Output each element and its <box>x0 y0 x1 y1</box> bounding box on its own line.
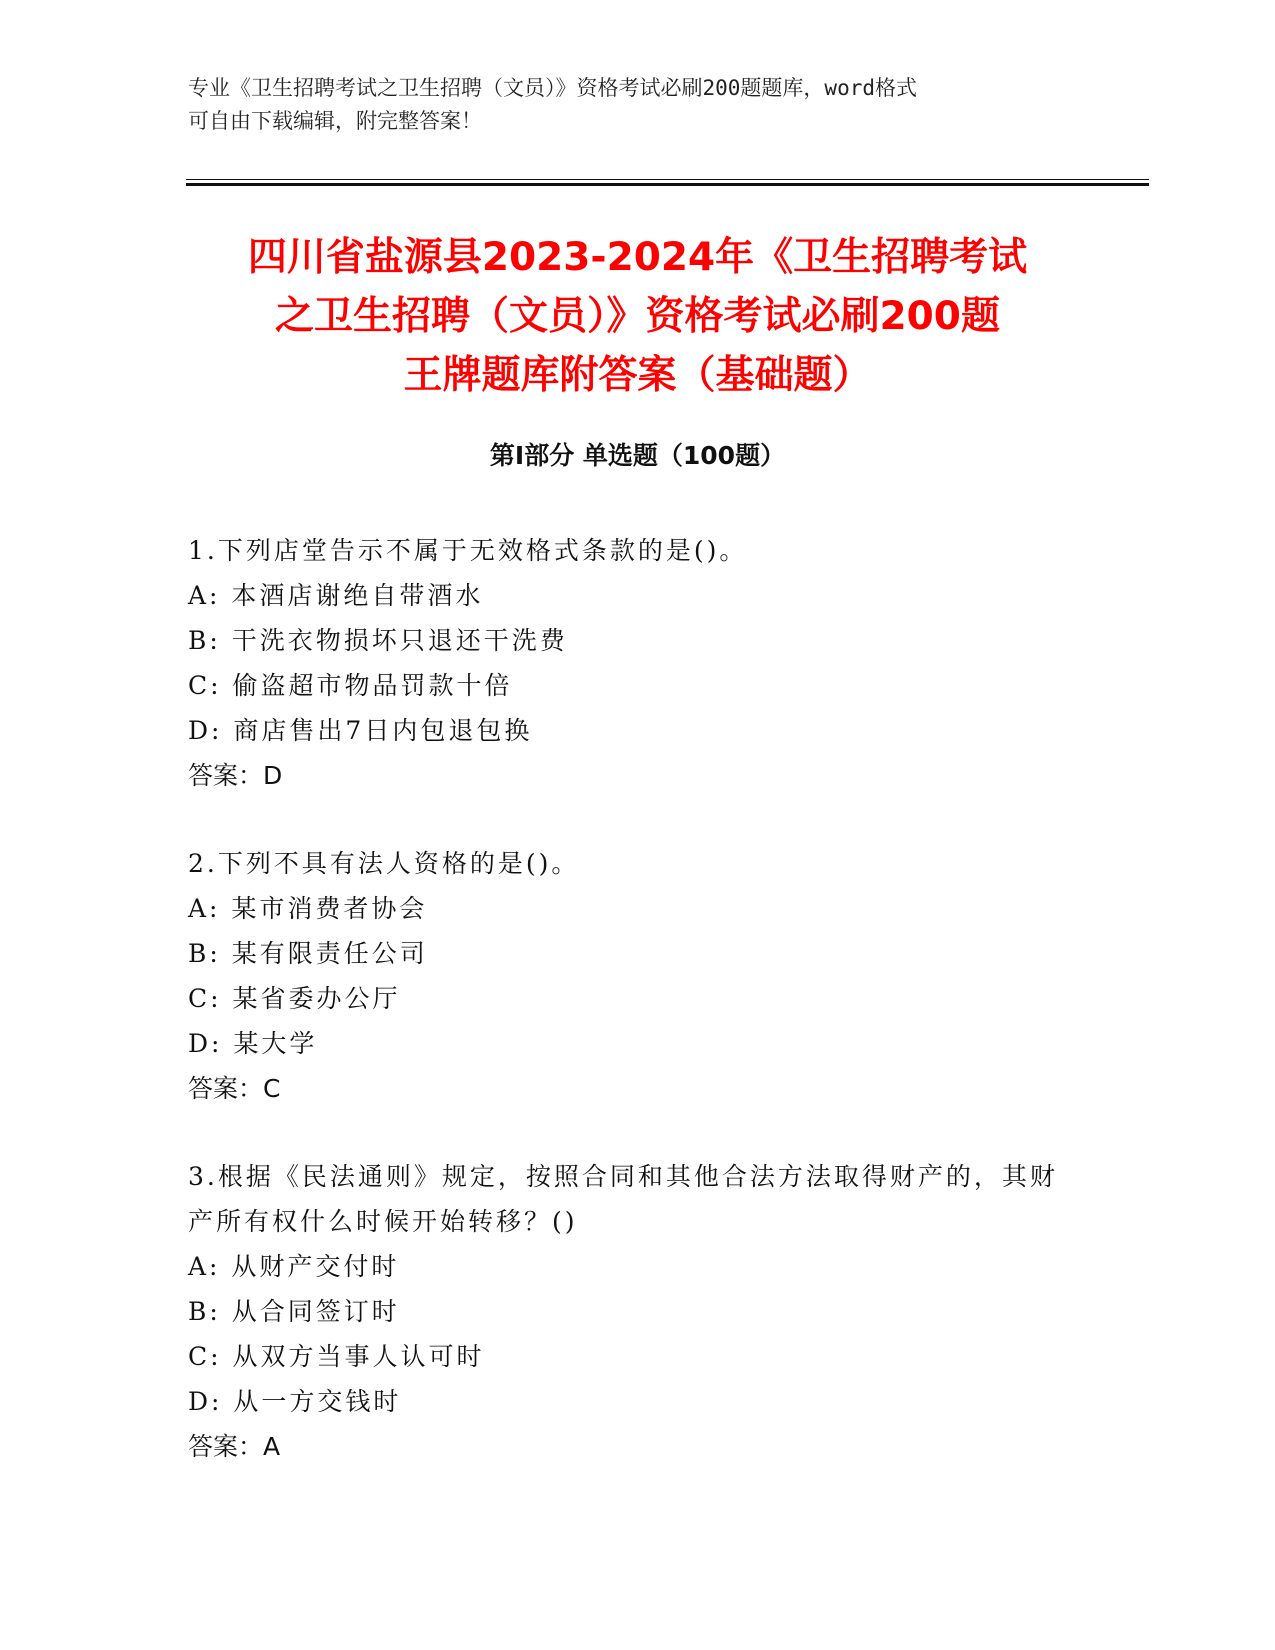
question-text: 3.根据《民法通则》规定，按照合同和其他合法方法取得财产的，其财产所有权什么时候开始转移？() <box>188 1162 1058 1236</box>
question-text: 2.下列不具有法人资格的是()。 <box>188 849 580 878</box>
option-c: C: 某省委办公厅 <box>188 984 401 1013</box>
answer: 答案：C <box>188 1074 281 1103</box>
option-c: C: 从双方当事人认可时 <box>188 1342 485 1371</box>
document-title-line-2: 之卫生招聘（文员）》资格考试必刷200题 <box>275 294 1000 339</box>
section-heading: 第Ⅰ部分 单选题（100题） <box>489 441 786 470</box>
header-divider-thick <box>186 183 1149 186</box>
question-text: 1.下列店堂告示不属于无效格式条款的是()。 <box>188 536 748 565</box>
option-d: D: 某大学 <box>188 1029 318 1058</box>
option-b: B: 干洗衣物损坏只退还干洗费 <box>188 626 568 655</box>
header-note <box>188 72 1068 138</box>
option-c: C: 偷盗超市物品罚款十倍 <box>188 671 513 700</box>
header-note-line-2: 可自由下载编辑，附完整答案！ <box>188 109 482 133</box>
header-note-line-1: 专业《卫生招聘考试之卫生招聘（文员）》资格考试必刷200题题库，word格式 <box>188 76 917 100</box>
option-d: D: 从一方交钱时 <box>188 1387 402 1416</box>
option-d: D: 商店售出7日内包退包换 <box>188 716 533 745</box>
question-2 <box>188 841 1068 1111</box>
document-title-line-3: 王牌题库附答案（基础题） <box>403 353 872 398</box>
answer: 答案：A <box>188 1432 281 1461</box>
document-title-line-1: 四川省盐源县2023-2024年《卫生招聘考试 <box>247 235 1028 280</box>
option-b: B: 某有限责任公司 <box>188 939 428 968</box>
option-a: A: 某市消费者协会 <box>188 894 428 923</box>
header-divider-thin <box>186 179 1149 180</box>
option-a: A: 本酒店谢绝自带酒水 <box>188 581 484 610</box>
option-b: B: 从合同签订时 <box>188 1297 400 1326</box>
question-1 <box>188 528 1068 798</box>
question-3 <box>188 1154 1068 1469</box>
question-list <box>188 528 1068 1512</box>
document-title <box>150 228 1125 405</box>
option-a: A: 从财产交付时 <box>188 1252 400 1281</box>
answer: 答案：D <box>188 761 283 790</box>
